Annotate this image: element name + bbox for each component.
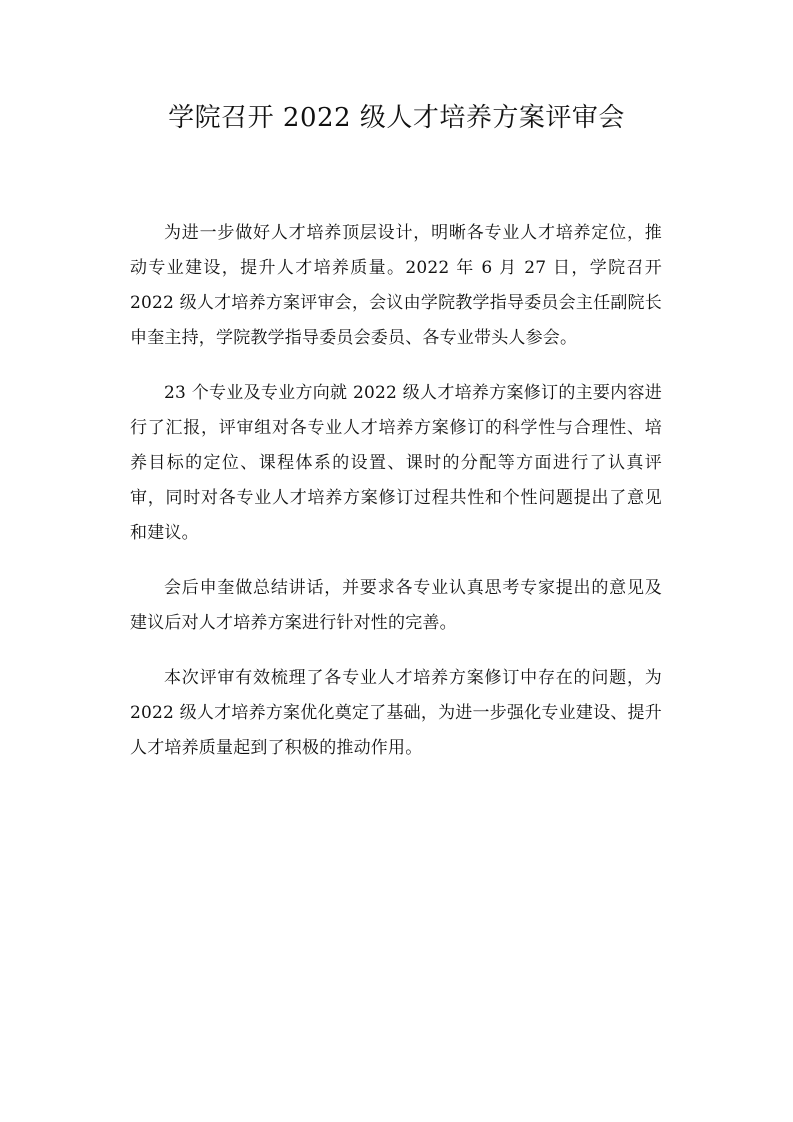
paragraph-2: 23 个专业及专业方向就 2022 级人才培养方案修订的主要内容进行了汇报，评审组对各专业人才培养方案修订的科学性与合理性、培养目标的定位、课程体系的设置、课时的分配等方面进行了认真评审，同时对各专业人才培养方案修订过程共性和个性问题提出了意见和建议。 [130,383,662,543]
document-body [130,216,662,786]
document-title: 学院召开 2022 级人才培养方案评审会 [168,103,625,133]
paragraph-1: 为进一步做好人才培养顶层设计，明晰各专业人才培养定位，推动专业建设，提升人才培养质量。2022 年 6 月 27 日，学院召开 2022 级人才培养方案评审会，会议由学院教学指导委员会主任副院长申奎主持，学院教学指导委员会委员、各专业带头人参会。 [130,223,662,348]
paragraph-4: 本次评审有效梳理了各专业人才培养方案修订中存在的问题，为 2022 级人才培养方案优化奠定了基础，为进一步强化专业建设、提升人才培养质量起到了积极的推动作用。 [130,668,662,758]
paragraph-3: 会后申奎做总结讲话，并要求各专业认真思考专家提出的意见及建议后对人才培养方案进行针对性的完善。 [130,578,662,633]
